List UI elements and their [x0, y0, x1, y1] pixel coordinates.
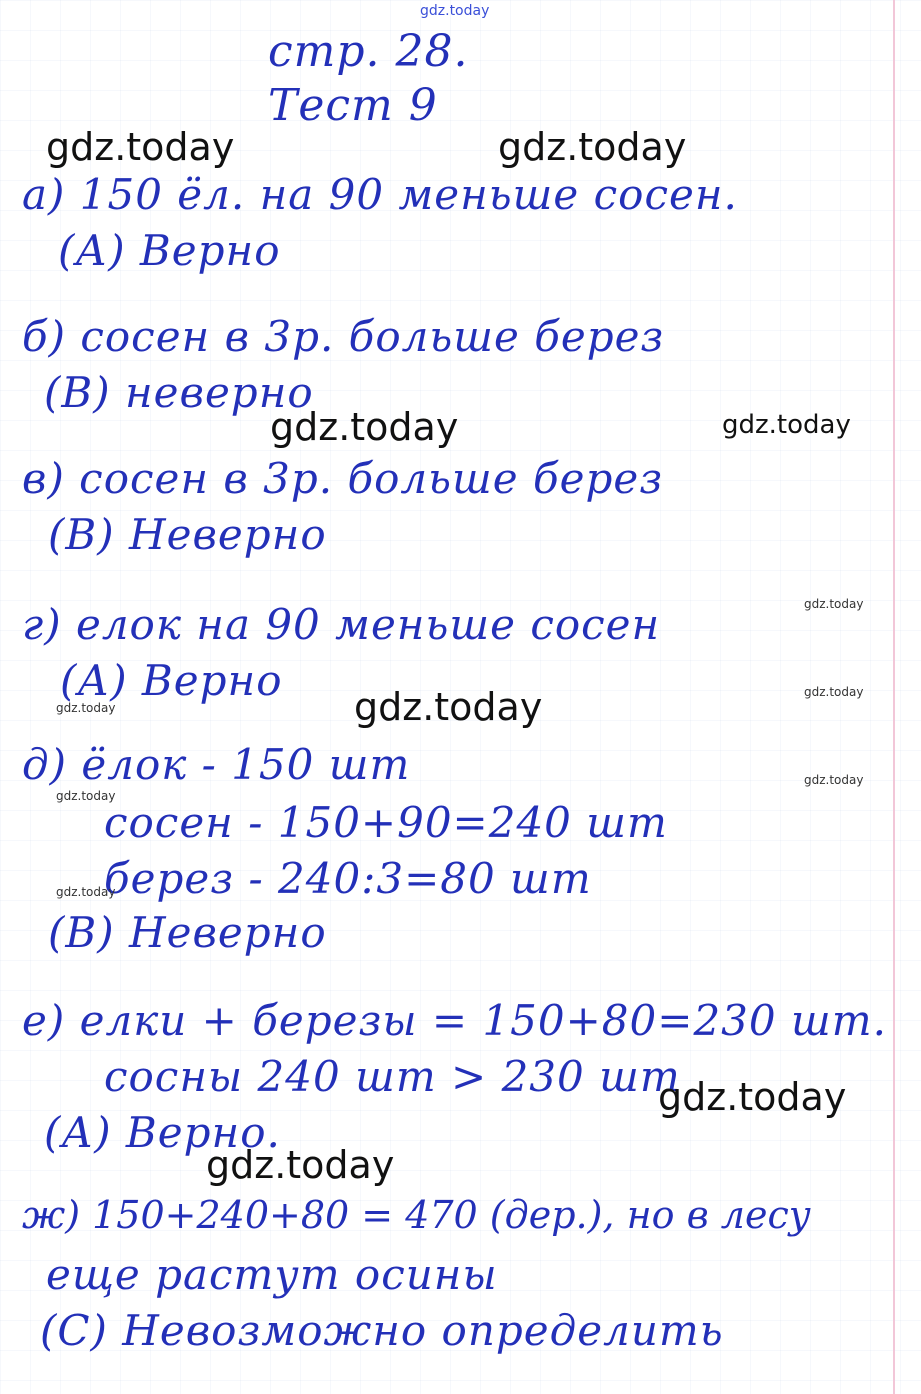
- watermark-6: gdz.today: [658, 1075, 847, 1119]
- watermark-7: gdz.today: [206, 1143, 395, 1187]
- item-b-answer: (В) неверно: [44, 368, 314, 417]
- item-a-answer: (А) Верно: [58, 226, 281, 275]
- watermark-top: gdz.today: [420, 3, 490, 19]
- watermark-5: gdz.today: [354, 685, 543, 729]
- item-d-line-2: сосен - 150+90=240 шт: [104, 798, 668, 847]
- item-v-answer: (В) Неверно: [48, 510, 327, 559]
- watermark-small-1: gdz.today: [804, 597, 864, 611]
- test-title: Тест 9: [268, 80, 438, 131]
- margin-line: [893, 0, 895, 1394]
- item-g-answer: (А) Верно: [60, 656, 283, 705]
- watermark-2: gdz.today: [498, 125, 687, 169]
- item-v-statement: в) сосен в 3р. больше берез: [22, 454, 664, 503]
- item-a-statement: а) 150 ёл. на 90 меньше сосен.: [22, 170, 738, 219]
- item-e-answer: (А) Верно.: [44, 1108, 281, 1157]
- watermark-small-2: gdz.today: [804, 685, 864, 699]
- watermark-small-3: gdz.today: [804, 773, 864, 787]
- item-d-line-3: берез - 240:3=80 шт: [104, 854, 592, 903]
- watermark-small-4: gdz.today: [56, 701, 116, 715]
- page-number: стр. 28.: [268, 26, 469, 77]
- item-e-line-1: е) елки + березы = 150+80=230 шт.: [22, 996, 887, 1045]
- watermark-3: gdz.today: [270, 405, 459, 449]
- watermark-1: gdz.today: [46, 125, 235, 169]
- item-g-statement: г) елок на 90 меньше сосен: [22, 600, 661, 649]
- item-zh-line-1: ж) 150+240+80 = 470 (дер.), но в лесу: [22, 1193, 811, 1237]
- item-b-statement: б) сосен в 3р. больше берез: [22, 312, 665, 361]
- item-d-answer: (В) Неверно: [48, 908, 327, 957]
- watermark-small-5: gdz.today: [56, 789, 116, 803]
- item-zh-line-2: еще растут осины: [46, 1250, 498, 1299]
- watermark-4: gdz.today: [722, 410, 851, 440]
- item-zh-answer: (С) Невозможно определить: [40, 1306, 724, 1355]
- item-d-line-1: д) ёлок - 150 шт: [22, 740, 411, 789]
- item-e-line-2: сосны 240 шт > 230 шт: [104, 1052, 681, 1101]
- watermark-small-6: gdz.today: [56, 885, 116, 899]
